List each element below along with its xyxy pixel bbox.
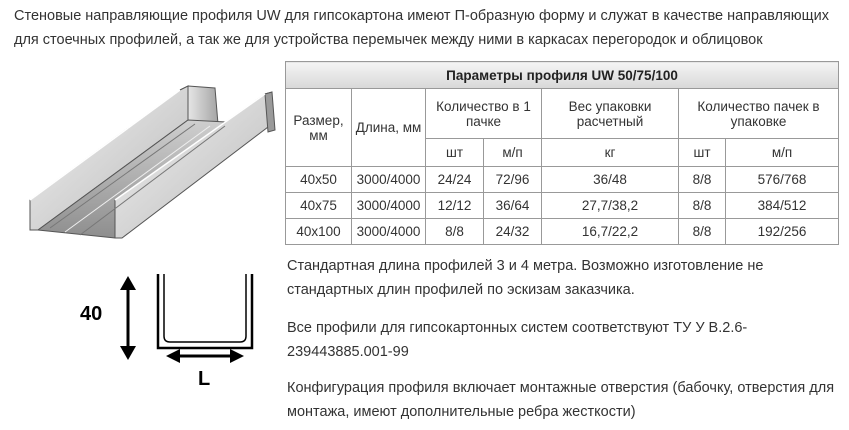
unit-qty-m: м/п	[484, 139, 542, 167]
configuration-paragraph: Конфигурация профиля включает монтажные отверстия (бабочку, отверстия для монтажа, имеют дополнительные ребра жесткости)	[287, 380, 835, 420]
uw-profile-illustration	[20, 80, 280, 260]
header-pack-weight: Вес упаковки расчетный	[542, 89, 679, 139]
unit-weight: кг	[542, 139, 679, 167]
table-row	[286, 193, 839, 219]
cell-length: 3000/4000	[352, 219, 426, 245]
header-length: Длина, мм	[352, 89, 426, 167]
cell-packs-m: 576/768	[726, 167, 839, 193]
cell-packs-pcs: 8/8	[679, 167, 726, 193]
height-label: 40	[80, 303, 103, 325]
header-quantity-per-pack: Количество в 1 пачке	[426, 89, 542, 139]
standard-length-paragraph: Стандартная длина профилей 3 и 4 метра. Возможно изготовление не стандартных длин профилей по эскизам заказчика.	[287, 258, 764, 298]
width-label: L	[198, 368, 211, 390]
cell-length: 3000/4000	[352, 193, 426, 219]
cell-packs-m: 384/512	[726, 193, 839, 219]
table-row	[286, 167, 839, 193]
unit-packs-m: м/п	[726, 139, 839, 167]
cell-size: 40х75	[286, 193, 352, 219]
unit-packs-pcs: шт	[679, 139, 726, 167]
cell-packs-m: 192/256	[726, 219, 839, 245]
header-size: Размер, мм	[286, 89, 352, 167]
cell-size: 40х50	[286, 167, 352, 193]
header-packs-in-package: Количество пачек в упаковке	[679, 89, 839, 139]
table-row	[286, 219, 839, 245]
cell-weight: 36/48	[542, 167, 679, 193]
cross-section-diagram	[80, 270, 270, 395]
cell-size: 40х100	[286, 219, 352, 245]
cell-qty-pcs: 24/24	[426, 167, 484, 193]
compliance-paragraph: Все профили для гипсокартонных систем соответствуют ТУ У В.2.6-239443885.001-99	[287, 320, 748, 360]
cell-weight: 27,7/38,2	[542, 193, 679, 219]
cell-qty-pcs: 8/8	[426, 219, 484, 245]
cell-packs-pcs: 8/8	[679, 219, 726, 245]
cell-weight: 16,7/22,2	[542, 219, 679, 245]
cell-qty-m: 24/32	[484, 219, 542, 245]
cell-length: 3000/4000	[352, 167, 426, 193]
unit-qty-pcs: шт	[426, 139, 484, 167]
cell-qty-m: 36/64	[484, 193, 542, 219]
intro-text: Стеновые направляющие профиля UW для гипсокартона имеют П-образную форму и служат в качестве направляющих для стоечных профилей, а так же для устройства перемычек между ними в каркасах перегородок и облицовок	[14, 8, 829, 48]
cell-qty-m: 72/96	[484, 167, 542, 193]
cell-packs-pcs: 8/8	[679, 193, 726, 219]
table-caption: Параметры профиля UW 50/75/100	[286, 62, 839, 89]
profile-parameters-table	[285, 61, 839, 245]
cell-qty-pcs: 12/12	[426, 193, 484, 219]
